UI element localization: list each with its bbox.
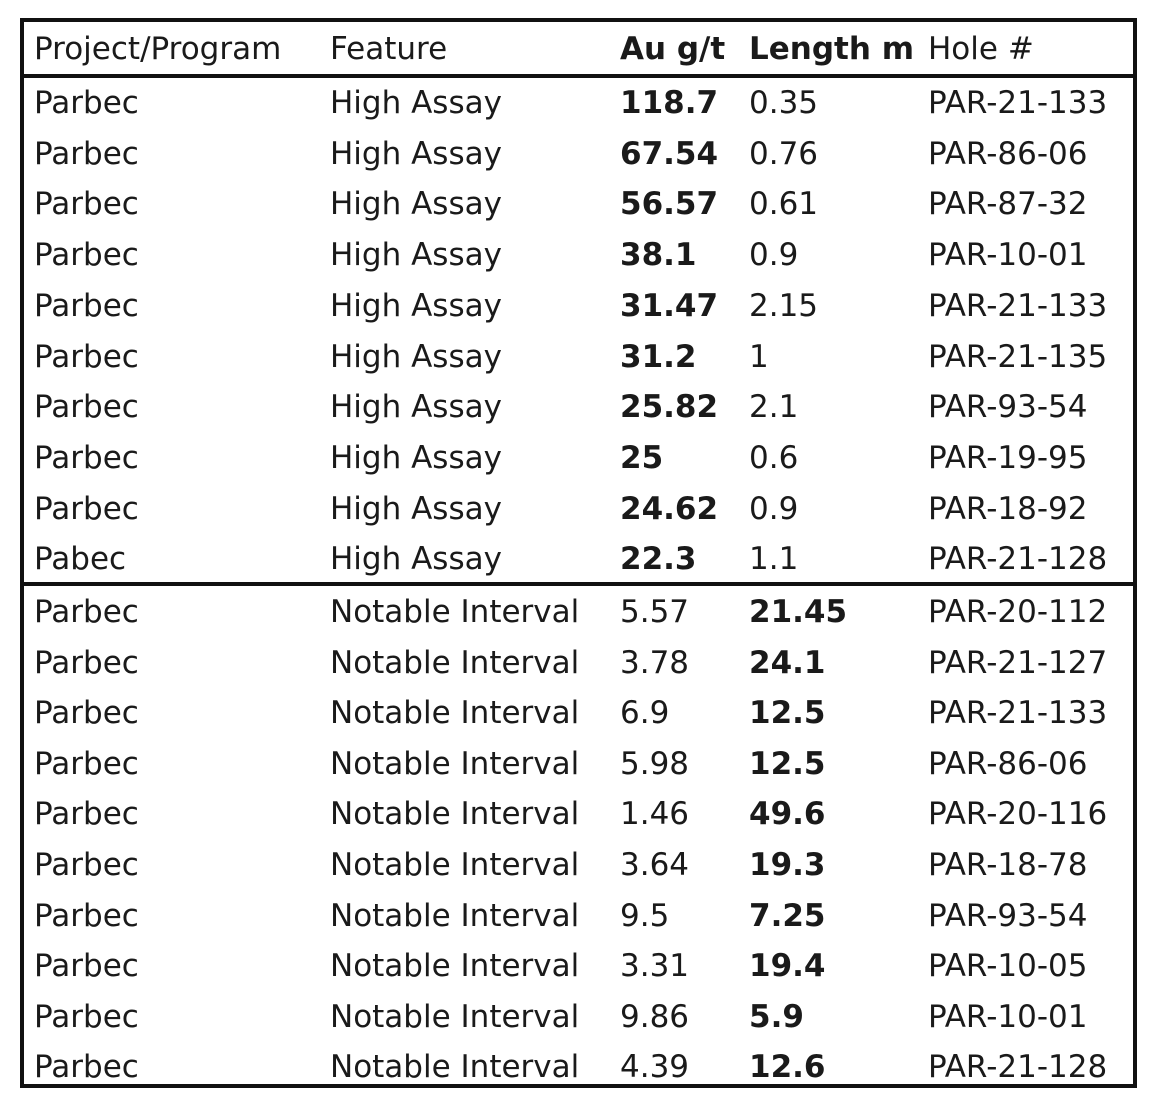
header-row: [24, 24, 1133, 74]
cell-hole: PAR-21-133: [928, 85, 1108, 121]
cell-feature: High Assay: [330, 287, 502, 324]
cell-feature: High Assay: [330, 85, 502, 121]
cell-project: Parbec: [34, 847, 139, 883]
cell-project: Pabec: [34, 541, 127, 578]
table-row: [24, 941, 1133, 991]
cell-project: Parbec: [34, 796, 139, 833]
section-divider: [24, 582, 1133, 586]
cell-au: 3.31: [620, 948, 690, 985]
cell-au: 25: [620, 439, 664, 476]
cell-length: 0.61: [749, 186, 819, 223]
header-feature: Feature: [330, 31, 448, 67]
cell-length: 0.6: [749, 439, 799, 476]
cell-project: Parbec: [34, 594, 139, 630]
cell-feature: Notable Interval: [330, 644, 580, 681]
table-row: [24, 992, 1133, 1042]
table-row: [24, 332, 1133, 382]
cell-length: 0.9: [749, 490, 799, 527]
cell-length: 12.5: [749, 695, 826, 732]
cell-au: 9.5: [620, 897, 670, 934]
cell-project: Parbec: [34, 237, 139, 274]
cell-feature: Notable Interval: [330, 948, 580, 985]
cell-hole: PAR-86-06: [928, 745, 1088, 782]
cell-hole: PAR-10-01: [928, 237, 1088, 274]
cell-au: 6.9: [620, 695, 670, 732]
cell-length: 0.9: [749, 237, 799, 274]
cell-length: 12.6: [749, 1049, 826, 1086]
cell-hole: PAR-20-112: [928, 594, 1108, 630]
cell-feature: Notable Interval: [330, 998, 580, 1035]
cell-project: Parbec: [34, 389, 139, 426]
cell-project: Parbec: [34, 186, 139, 223]
cell-project: Parbec: [34, 287, 139, 324]
cell-hole: PAR-93-54: [928, 389, 1088, 426]
cell-au: 118.7: [620, 85, 719, 121]
cell-length: 0.76: [749, 135, 819, 172]
table-row: [24, 230, 1133, 280]
cell-project: Parbec: [34, 745, 139, 782]
cell-au: 24.62: [620, 490, 719, 527]
cell-hole: PAR-21-133: [928, 695, 1108, 732]
cell-hole: PAR-10-01: [928, 998, 1088, 1035]
cell-feature: High Assay: [330, 439, 502, 476]
header-length: Length m: [749, 31, 915, 67]
table-row: [24, 78, 1133, 128]
table-row: [24, 688, 1133, 738]
cell-au: 5.57: [620, 594, 690, 630]
cell-length: 7.25: [749, 897, 826, 934]
cell-au: 56.57: [620, 186, 719, 223]
cell-feature: Notable Interval: [330, 745, 580, 782]
cell-hole: PAR-87-32: [928, 186, 1088, 223]
cell-feature: High Assay: [330, 389, 502, 426]
cell-feature: Notable Interval: [330, 897, 580, 934]
cell-hole: PAR-21-133: [928, 287, 1108, 324]
cell-project: Parbec: [34, 490, 139, 527]
cell-feature: High Assay: [330, 338, 502, 375]
cell-au: 3.78: [620, 644, 690, 681]
header-project: Project/Program: [34, 31, 282, 67]
cell-hole: PAR-18-92: [928, 490, 1088, 527]
cell-hole: PAR-93-54: [928, 897, 1088, 934]
cell-au: 9.86: [620, 998, 690, 1035]
table-row: [24, 1042, 1133, 1092]
table-row: [24, 382, 1133, 432]
table-row: [24, 484, 1133, 534]
cell-length: 19.3: [749, 847, 826, 883]
cell-au: 25.82: [620, 389, 719, 426]
cell-au: 38.1: [620, 237, 697, 274]
cell-length: 21.45: [749, 594, 848, 630]
table-row: [24, 129, 1133, 179]
cell-project: Parbec: [34, 644, 139, 681]
cell-au: 67.54: [620, 135, 719, 172]
cell-length: 1.1: [749, 541, 799, 578]
cell-au: 31.2: [620, 338, 697, 375]
table-row: [24, 534, 1133, 584]
table-row: [24, 739, 1133, 789]
cell-au: 5.98: [620, 745, 690, 782]
cell-hole: PAR-18-78: [928, 847, 1088, 883]
cell-feature: Notable Interval: [330, 1049, 580, 1086]
cell-length: 19.4: [749, 948, 826, 985]
cell-length: 0.35: [749, 85, 819, 121]
cell-length: 49.6: [749, 796, 826, 833]
table-row: [24, 638, 1133, 688]
table-row: [24, 433, 1133, 483]
cell-length: 24.1: [749, 644, 826, 681]
cell-feature: Notable Interval: [330, 695, 580, 732]
cell-feature: Notable Interval: [330, 594, 580, 630]
header-au: Au g/t: [620, 31, 726, 67]
cell-project: Parbec: [34, 135, 139, 172]
cell-project: Parbec: [34, 338, 139, 375]
cell-feature: High Assay: [330, 186, 502, 223]
cell-au: 4.39: [620, 1049, 690, 1086]
cell-feature: Notable Interval: [330, 847, 580, 883]
cell-au: 1.46: [620, 796, 690, 833]
cell-project: Parbec: [34, 85, 139, 121]
table-row: [24, 587, 1133, 637]
table-row: [24, 179, 1133, 229]
cell-hole: PAR-20-116: [928, 796, 1108, 833]
cell-hole: PAR-10-05: [928, 948, 1088, 985]
cell-feature: High Assay: [330, 135, 502, 172]
cell-au: 3.64: [620, 847, 690, 883]
table-row: [24, 789, 1133, 839]
cell-feature: High Assay: [330, 490, 502, 527]
cell-project: Parbec: [34, 897, 139, 934]
table-row: [24, 281, 1133, 331]
cell-au: 22.3: [620, 541, 697, 578]
cell-project: Parbec: [34, 439, 139, 476]
assay-table: [20, 18, 1137, 1088]
cell-project: Parbec: [34, 948, 139, 985]
cell-feature: Notable Interval: [330, 796, 580, 833]
cell-hole: PAR-21-127: [928, 644, 1108, 681]
cell-length: 1: [749, 338, 769, 375]
cell-feature: High Assay: [330, 541, 502, 578]
cell-length: 5.9: [749, 998, 804, 1035]
cell-hole: PAR-19-95: [928, 439, 1088, 476]
cell-project: Parbec: [34, 998, 139, 1035]
cell-project: Parbec: [34, 695, 139, 732]
cell-project: Parbec: [34, 1049, 139, 1086]
cell-hole: PAR-86-06: [928, 135, 1088, 172]
header-hole: Hole #: [928, 31, 1034, 67]
cell-au: 31.47: [620, 287, 719, 324]
cell-hole: PAR-21-128: [928, 1049, 1108, 1086]
table-row: [24, 840, 1133, 890]
cell-hole: PAR-21-135: [928, 338, 1108, 375]
table-row: [24, 891, 1133, 941]
cell-length: 12.5: [749, 745, 826, 782]
cell-length: 2.1: [749, 389, 799, 426]
cell-hole: PAR-21-128: [928, 541, 1108, 578]
cell-feature: High Assay: [330, 237, 502, 274]
cell-length: 2.15: [749, 287, 819, 324]
